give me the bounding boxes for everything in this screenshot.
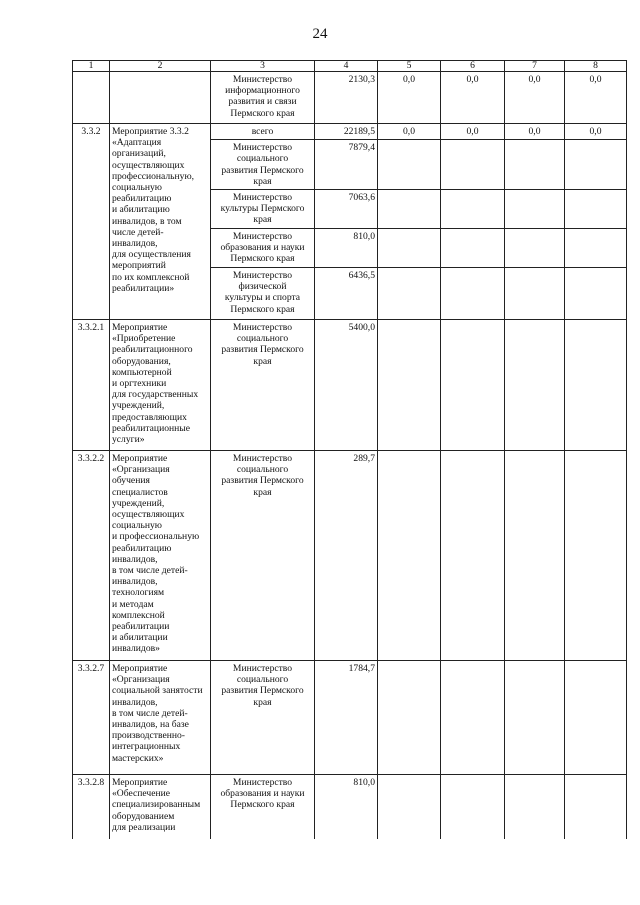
table-row [73, 124, 627, 140]
value-cell-6 [441, 661, 505, 775]
value-cell-7: 0,0 [505, 72, 565, 124]
value-cell-5 [378, 229, 441, 268]
table-row [73, 72, 627, 124]
table-row [73, 451, 627, 661]
measure-name-cell: Мероприятие «Организация социальной занятости инвалидов, в том числе детей- инвалидов, на базе производственно- интеграционных мастерских» [110, 661, 211, 775]
measure-name-cell: Мероприятие «Приобретение реабилитационного оборудования, компьютерной и оргтехники для государственных учреждений, предоставляющих реабилитационные услуги» [110, 320, 211, 451]
value-cell-8 [565, 320, 627, 451]
measure-name-cell [110, 72, 211, 124]
value-cell-7: 0,0 [505, 124, 565, 140]
page-number: 24 [312, 26, 328, 42]
value-cell-5: 0,0 [378, 72, 441, 124]
value-cell-8: 0,0 [565, 124, 627, 140]
table-row [73, 320, 627, 451]
value-cell-7 [505, 190, 565, 229]
budget-table [72, 60, 627, 839]
value-cell-5: 0,0 [378, 124, 441, 140]
responsible-org-cell: Министерство социального развития Пермского края [211, 451, 315, 661]
responsible-org-cell: Министерство социального развития Пермского края [211, 661, 315, 775]
column-header: 1 [73, 61, 110, 72]
responsible-org-cell: Министерство социального развития Пермского края [211, 320, 315, 451]
value-cell-7 [505, 451, 565, 661]
value-cell-8 [565, 268, 627, 320]
value-cell-5 [378, 320, 441, 451]
value-cell-8 [565, 451, 627, 661]
value-cell-6: 0,0 [441, 124, 505, 140]
measure-code-cell [73, 72, 110, 124]
measure-code-cell: 3.3.2.7 [73, 661, 110, 775]
value-cell-7 [505, 268, 565, 320]
measure-code-cell: 3.3.2 [73, 124, 110, 320]
value-cell-7 [505, 320, 565, 451]
column-header: 3 [211, 61, 315, 72]
measure-code-cell: 3.3.2.8 [73, 775, 110, 840]
table-header-row [73, 61, 627, 72]
responsible-org-cell: Министерство образования и науки Пермского края [211, 229, 315, 268]
amount-cell: 6436,5 [315, 268, 378, 320]
value-cell-5 [378, 775, 441, 840]
measure-code-cell: 3.3.2.2 [73, 451, 110, 661]
measure-name-cell: Мероприятие «Обеспечение специализированным оборудованием для реализации [110, 775, 211, 840]
value-cell-7 [505, 229, 565, 268]
table-row [73, 661, 627, 775]
value-cell-5 [378, 661, 441, 775]
responsible-org-cell: Министерство образования и науки Пермского края [211, 775, 315, 840]
amount-cell: 810,0 [315, 229, 378, 268]
value-cell-6 [441, 775, 505, 840]
measure-name-cell: Мероприятие 3.3.2 «Адаптация организаций, осуществляющих профессиональную, социальную реабилитацию и абилитацию инвалидов, в том числе детей- инвалидов, для осуществления мероприятий по их комплексной реабилитации» [110, 124, 211, 320]
value-cell-7 [505, 661, 565, 775]
responsible-org-cell: Министерство социального развития Пермского края [211, 140, 315, 190]
column-header: 8 [565, 61, 627, 72]
responsible-org-cell: всего [211, 124, 315, 140]
value-cell-8 [565, 190, 627, 229]
value-cell-6 [441, 451, 505, 661]
value-cell-5 [378, 451, 441, 661]
value-cell-6: 0,0 [441, 72, 505, 124]
amount-cell: 7879,4 [315, 140, 378, 190]
value-cell-8 [565, 775, 627, 840]
responsible-org-cell: Министерство физической культуры и спорта Пермского края [211, 268, 315, 320]
amount-cell: 7063,6 [315, 190, 378, 229]
amount-cell: 5400,0 [315, 320, 378, 451]
value-cell-5 [378, 140, 441, 190]
value-cell-6 [441, 190, 505, 229]
amount-cell: 810,0 [315, 775, 378, 840]
value-cell-8 [565, 229, 627, 268]
measure-code-cell: 3.3.2.1 [73, 320, 110, 451]
amount-cell: 2130,3 [315, 72, 378, 124]
responsible-org-cell: Министерство информационного развития и связи Пермского края [211, 72, 315, 124]
value-cell-6 [441, 140, 505, 190]
column-header: 4 [315, 61, 378, 72]
value-cell-8 [565, 140, 627, 190]
column-header: 6 [441, 61, 505, 72]
table-row [73, 775, 627, 840]
value-cell-8 [565, 661, 627, 775]
value-cell-5 [378, 190, 441, 229]
measure-name-cell: Мероприятие «Организация обучения специалистов учреждений, осуществляющих социальную и профессиональную реабилитацию инвалидов, в том числе детей- инвалидов, технологиям и методам комплексной реабилитации и абилитации инвалидов» [110, 451, 211, 661]
value-cell-6 [441, 229, 505, 268]
amount-cell: 289,7 [315, 451, 378, 661]
value-cell-7 [505, 775, 565, 840]
responsible-org-cell: Министерство культуры Пермского края [211, 190, 315, 229]
value-cell-7 [505, 140, 565, 190]
value-cell-5 [378, 268, 441, 320]
value-cell-6 [441, 268, 505, 320]
amount-cell: 1784,7 [315, 661, 378, 775]
value-cell-8: 0,0 [565, 72, 627, 124]
value-cell-6 [441, 320, 505, 451]
amount-cell: 22189,5 [315, 124, 378, 140]
column-header: 7 [505, 61, 565, 72]
column-header: 2 [110, 61, 211, 72]
column-header: 5 [378, 61, 441, 72]
